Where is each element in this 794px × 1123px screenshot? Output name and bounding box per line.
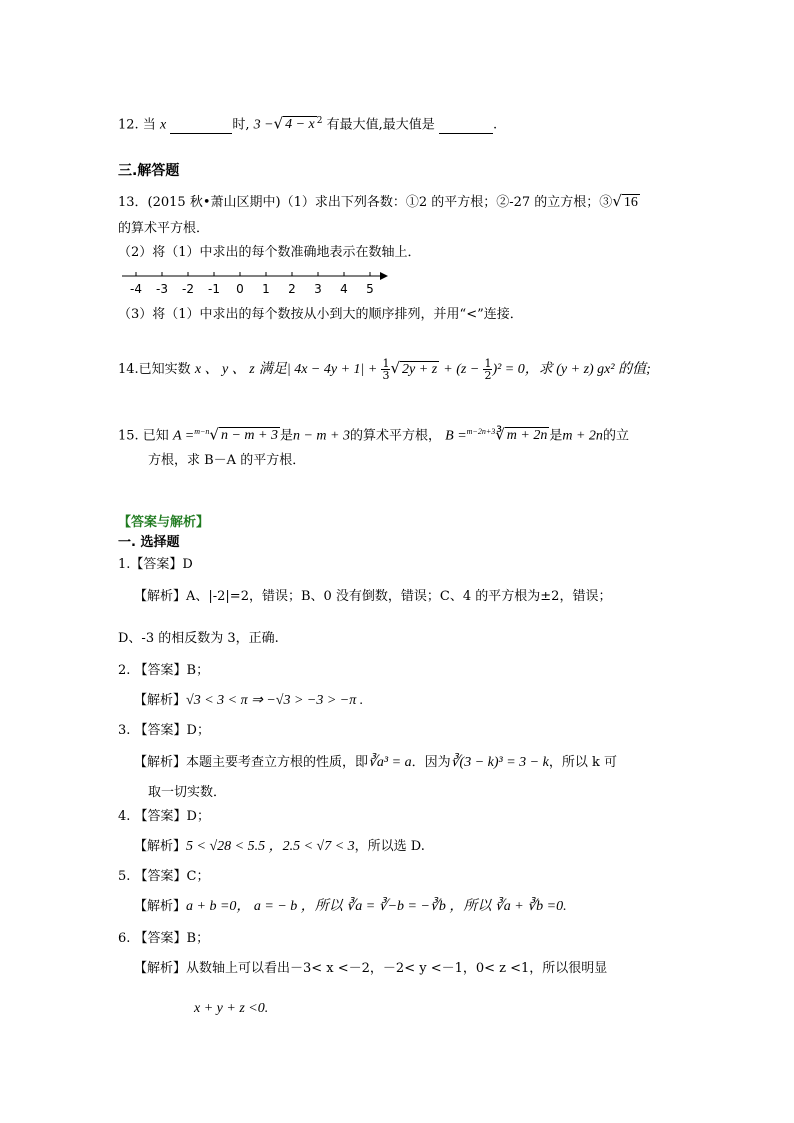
fraction-one-half: $\frac{1}{2}$: [484, 357, 492, 382]
question-12: 12. 当 x 时, 3 −√ 4 − x $^2$ 有最大值,最大值是 .: [118, 112, 497, 134]
answer-6-explanation: 【解析】从数轴上可以看出－3< x <－2，－2< y <－1，0< z <1，所以很明显: [134, 961, 608, 976]
answer-2: 2. 【答案】B；: [118, 663, 210, 678]
axis-tick-label: -2: [182, 282, 194, 296]
answer-1-explanation: 【解析】A、|-2|=2，错误；B、0 没有倒数，错误；C、4 的平方根为±2，错误；: [134, 589, 612, 604]
sqrt-expression: √ 4 − x $^2$: [273, 114, 323, 133]
axis-tick-label: 4: [340, 282, 348, 296]
answer-5: 5. 【答案】C；: [118, 869, 210, 884]
answer-1-explanation-2: D、-3 的相反数为 3，正确.: [118, 631, 279, 646]
answers-subtitle: 一. 选择题: [118, 535, 180, 550]
answer-4: 4. 【答案】D；: [118, 809, 210, 824]
radical-B: $^{m-2n+3}$∛ m + 2n: [466, 425, 548, 444]
sqrt-16: √ 16: [612, 192, 638, 210]
answer-3-explanation: 【解析】本题主要考查立方根的性质，即∛a³ = a．因为∛(3 − k)³ = 3 − k，所以 k 可: [134, 755, 617, 770]
question-13-line3: （2）将（1）中求出的每个数准确地表示在数轴上．: [118, 245, 421, 260]
axis-tick-label: -4: [130, 282, 142, 296]
question-13-line4: （3）将（1）中求出的每个数按从小到大的顺序排列，并用“<”连接．: [118, 307, 523, 322]
section-title: 三.解答题: [118, 163, 180, 179]
number-line: [118, 268, 388, 298]
question-13-line1: 13．(2015 秋•萧山区期中)（1）求出下列各数：①2 的平方根；②-27 的立方根；③√ 16: [118, 192, 638, 210]
question-14: 14.已知实数 x 、 y 、 z 满足| 4x − 4y + 1| + $\frac{1}{3}$ √ 2y + z + (z − $\frac{1}{2}$ )² = 0，求 (y + z) gx² 的值;: [118, 357, 651, 382]
answer-2-explanation: 【解析】√3 < 3 < π ⇒ −√3 > −3 > −π .: [134, 693, 364, 708]
answer-blank[interactable]: [439, 119, 493, 134]
axis-tick-label: 2: [288, 282, 296, 296]
answer-5-explanation: 【解析】a + b =0， a = − b ，所以 ∛a = ∛−b = −∛b ，所以 ∛a + ∛b =0.: [134, 899, 567, 914]
question-13-line2: 的算术平方根．: [118, 221, 210, 236]
axis-arrow: [380, 272, 388, 280]
answer-3: 3. 【答案】D；: [118, 723, 210, 738]
axis-tick-label: 3: [314, 282, 322, 296]
sqrt-expression: √ 2y + z: [390, 359, 438, 377]
question-15-line2: 方根，求 B－A 的平方根．: [148, 453, 306, 468]
variable-x: x: [159, 117, 167, 133]
answer-1: 1.【答案】D: [118, 557, 193, 572]
axis-tick-label: 1: [262, 282, 270, 296]
answer-3-explanation-2: 取一切实数．: [148, 785, 227, 800]
answer-4-explanation: 【解析】5 < √28 < 5.5 ，2.5 < √7 < 3，所以选 D.: [134, 839, 425, 854]
question-15-line1: 15. 已知 A =$^{m-n}$√ n − m + 3 是n − m + 3的算术平方根， B =$^{m-2n+3}$∛ m + 2n 是m + 2n的立: [118, 420, 629, 448]
axis-tick-label: 5: [366, 282, 374, 296]
answer-6-explanation-2: x + y + z <0.: [194, 1001, 269, 1016]
answer-blank[interactable]: [170, 119, 232, 134]
axis-tick-label: -3: [156, 282, 168, 296]
fraction-one-third: $\frac{1}{3}$: [382, 357, 390, 382]
axis-tick-label: -1: [208, 282, 220, 296]
answers-header: 【答案与解析】: [118, 515, 210, 530]
radical-A: $^{m-n}$√ n − m + 3: [194, 425, 278, 444]
axis-tick-label: 0: [236, 282, 244, 296]
answer-6: 6. 【答案】B；: [118, 931, 210, 946]
